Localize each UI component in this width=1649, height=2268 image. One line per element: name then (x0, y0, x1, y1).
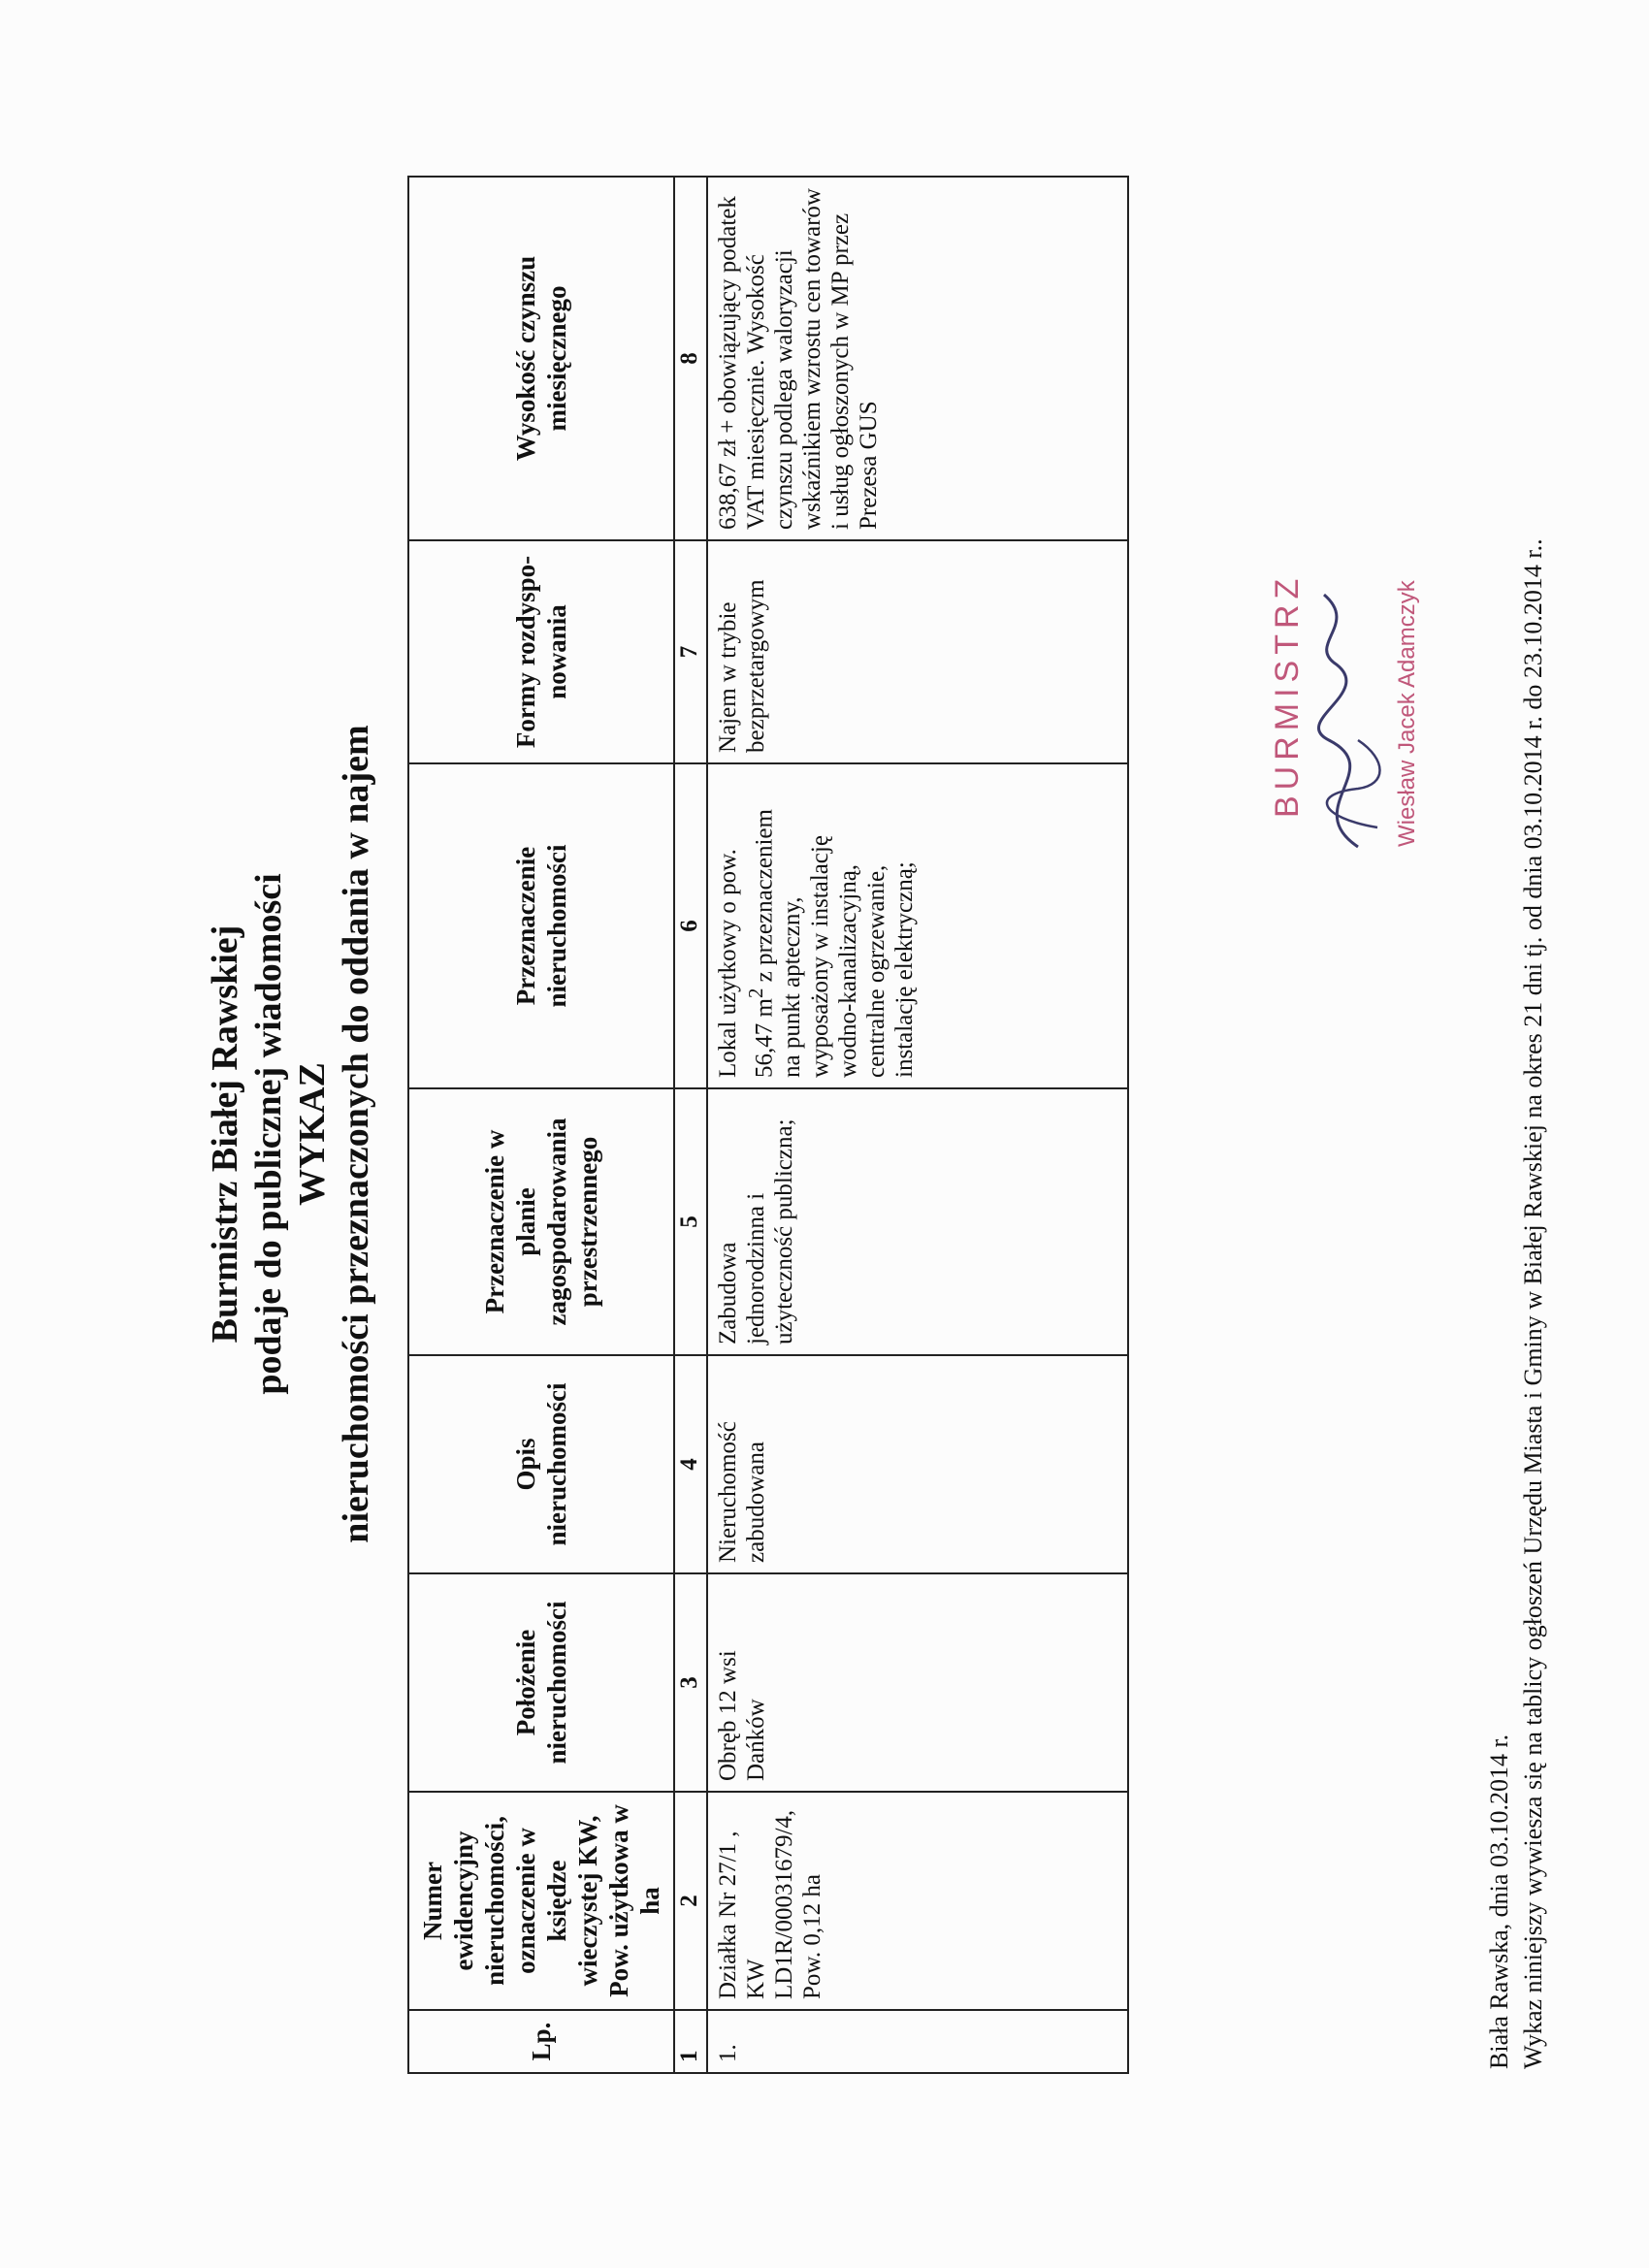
cell-czynsz: 638,67 zł + obowiązujący podatek VAT miesięcznie. Wysokość czynszu podlega waloryzacji wskaźnikiem wzrostu cen towarów i usług ogłoszonych w MP przez Prezesa GUS (707, 177, 1128, 540)
cell-przeznaczenie-line3: na punkt apteczny, wyposażony w instalację wodno-kanalizacyjną, centralne ogrzewanie, instalację elektryczną; (779, 835, 919, 1078)
header-lp: Lp. (408, 2010, 674, 2073)
header-polozenie: Położenie nieruchomości (408, 1573, 674, 1792)
column-number: 7 (674, 540, 707, 763)
footer-date: Biała Rawska, dnia 03.10.2014 r. (1485, 1733, 1513, 2069)
cell-numer-pow: Pow. 0,12 ha (799, 1874, 825, 1999)
cell-numer (707, 1792, 1128, 2010)
header-opis: Opis nieruchomości (408, 1355, 674, 1573)
table-header-row (408, 177, 674, 2073)
cell-przeznaczenie-line2 (742, 774, 778, 1078)
header-numer: Numer ewidencyjny nieruchomości, oznaczenie w księdze wieczystej KW, Pow. użytkowa w ha (408, 1792, 674, 2010)
cell-przeznaczenie-line1: Lokal użytkowy o pow. (715, 849, 741, 1078)
cell-opis: Nieruchomość zabudowana (707, 1355, 1128, 1573)
column-number: 8 (674, 177, 707, 540)
signature-scribble (1318, 595, 1358, 847)
stamp-title: BURMISTRZ (1269, 572, 1306, 818)
cell-numer-dzialka: Działka Nr 27/1 , (715, 1831, 741, 1999)
header-czynsz: Wysokość czynszu miesięcznego (408, 177, 674, 540)
cell-numer-kw: KW LD1R/00031679/4, (743, 1809, 797, 1999)
property-table (407, 176, 1129, 2074)
heading-title: WYKAZ (292, 1062, 333, 1206)
stamp-graphic (1242, 566, 1436, 886)
header-plan: Przeznaczenie w planie zagospodarowania przestrzennego (408, 1088, 674, 1355)
area-unit-superscript: 2 (744, 988, 767, 999)
cell-lp: 1. (707, 2010, 1128, 2073)
heading-issuer: Burmistrz Białej Rawskiej (205, 924, 245, 1344)
document-heading (204, 0, 378, 2268)
column-number: 1 (674, 2010, 707, 2073)
stamp-name: Wiesław Jacek Adamczyk (1394, 580, 1420, 847)
column-number: 6 (674, 763, 707, 1088)
column-number: 5 (674, 1088, 707, 1355)
area-value: 56,47 m (751, 998, 778, 1078)
cell-przeznaczenie (707, 763, 1128, 1088)
area-purpose: z przeznaczeniem (751, 809, 778, 988)
heading-subtitle: nieruchomości przeznaczonych do oddania w najem (336, 725, 376, 1543)
column-number: 4 (674, 1355, 707, 1573)
cell-forma: Najem w trybie bezprzetargowym (707, 540, 1128, 763)
column-number: 3 (674, 1573, 707, 1792)
cell-polozenie: Obręb 12 wsi Dańków (707, 1573, 1128, 1792)
footer-notice: Wykaz niniejszy wywiesza się na tablicy ogłoszeń Urzędu Miasta i Gminy w Białej Rawskiej na okres 21 dni tj. od dnia 03.10.2014 r. do 23.10.2014 r.. (1519, 538, 1547, 2069)
signature-scribble (1327, 740, 1380, 827)
column-number: 2 (674, 1792, 707, 2010)
cell-plan: Zabudowa jednorodzinna i użyteczność publiczna; (707, 1088, 1128, 1355)
header-przeznaczenie: Przeznaczenie nieruchomości (408, 763, 674, 1088)
heading-announcement: podaje do publicznej wiadomości (248, 873, 289, 1395)
header-forma: Formy rozdyspo-nowania (408, 540, 674, 763)
column-number-row (674, 177, 707, 2073)
mayor-stamp (1242, 566, 1436, 886)
table-row (707, 177, 1128, 2073)
